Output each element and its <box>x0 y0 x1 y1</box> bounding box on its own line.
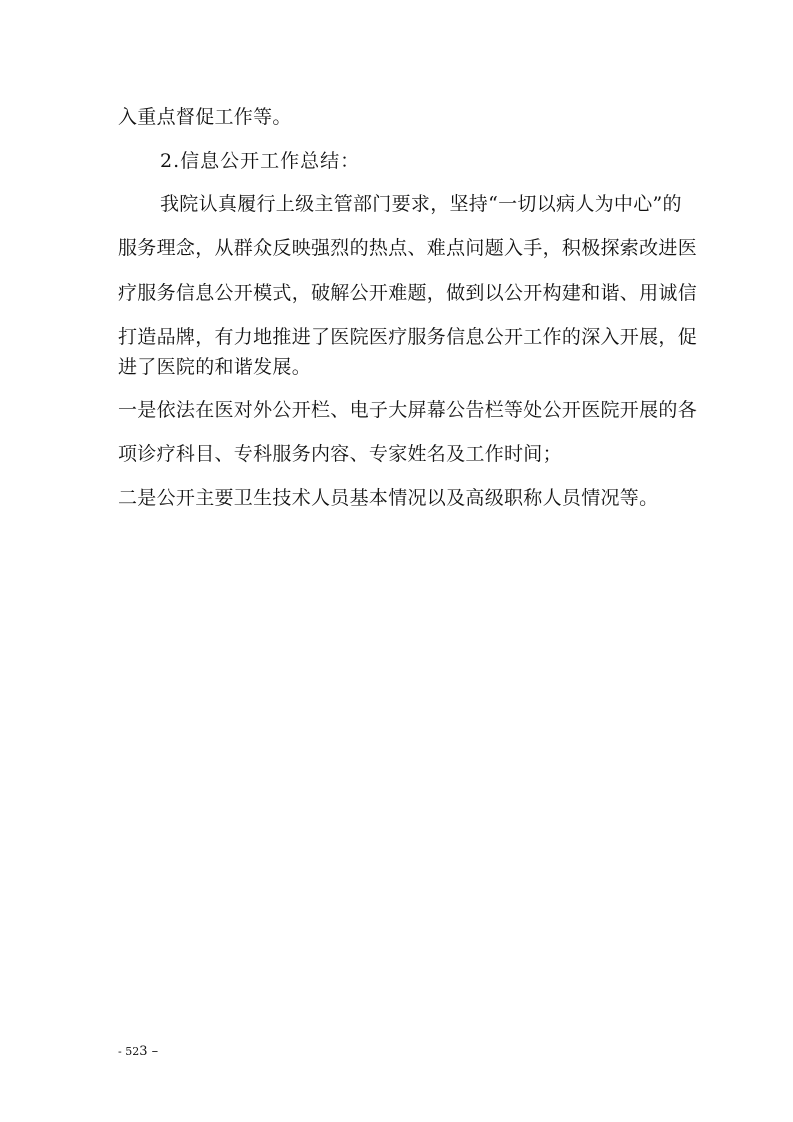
paragraph-line: 我院认真履行上级主管部门要求，坚持“一切以病人为中心”的 <box>160 193 682 215</box>
paragraph-continuation-line: 入重点督促工作等。 <box>118 106 292 128</box>
list-item-line: 二是公开主要卫生技术人员基本情况以及高级职称人员情况等。 <box>118 487 659 509</box>
paragraph-line: 服务理念，从群众反映强烈的热点、难点问题入手，积极探索改进医 <box>118 237 698 259</box>
section-heading: 2.信息公开工作总结： <box>160 150 361 172</box>
paragraph-line: 疗服务信息公开模式，破解公开难题，做到以公开构建和谐、用诚信 <box>118 282 698 304</box>
list-item-line: 一是依法在医对外公开栏、电子大屏幕公告栏等处公开医院开展的各 <box>118 399 698 421</box>
page-number <box>118 1044 158 1060</box>
paragraph-line: 进了医院的和谐发展。 <box>118 356 312 378</box>
page-number-main: 3 – <box>139 1044 159 1059</box>
page-number-small: - 52 <box>118 1045 140 1058</box>
list-item-line: 项诊疗科目、专科服务内容、专家姓名及工作时间； <box>118 443 562 465</box>
paragraph-line: 打造品牌，有力地推进了医院医疗服务信息公开工作的深入开展，促 <box>118 326 698 348</box>
